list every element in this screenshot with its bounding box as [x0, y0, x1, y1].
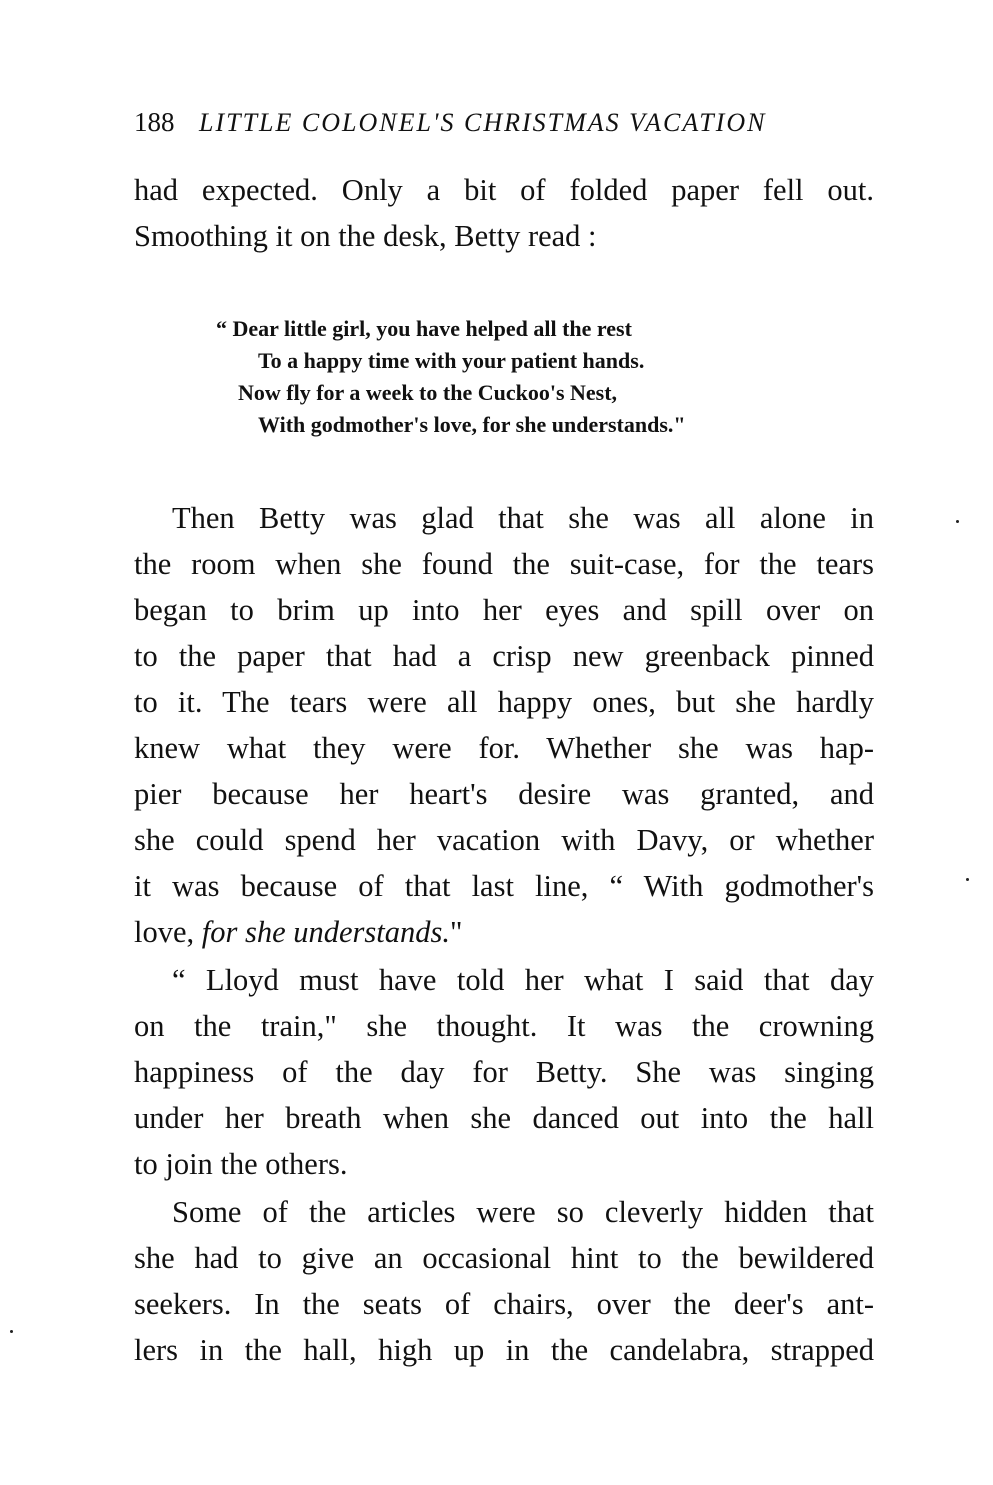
- text-line: Smoothing it on the desk, Betty read :: [134, 219, 597, 253]
- text-line: pier because her heart's desire was granted, and: [134, 777, 874, 811]
- text-line: lers in the hall, high up in the candelabra, strapped: [134, 1333, 874, 1367]
- page-number: 188: [134, 107, 175, 137]
- poem-line: “ Dear little girl, you have helped all the rest: [216, 316, 632, 341]
- text-line: she had to give an occasional hint to the bewildered: [134, 1241, 874, 1275]
- poem-line: To a happy time with your patient hands.: [258, 348, 645, 373]
- text-line: had expected. Only a bit of folded paper fell out.: [134, 173, 874, 207]
- scan-speck: [956, 520, 959, 523]
- page-header: [134, 104, 874, 140]
- text-run: love,: [134, 915, 202, 949]
- text-line: happiness of the day for Betty. She was singing: [134, 1055, 874, 1089]
- poem-line: Now fly for a week to the Cuckoo's Nest,: [238, 380, 618, 405]
- text-line: knew what they were for. Whether she was hap-: [134, 731, 874, 765]
- scan-speck: [10, 1330, 13, 1333]
- text-line: to join the others.: [134, 1147, 348, 1181]
- running-title: LITTLE COLONEL'S CHRISTMAS VACATION: [199, 108, 767, 137]
- text-line: it was because of that last line, “ With godmother's: [134, 869, 874, 903]
- text-line: to the paper that had a crisp new greenback pinned: [134, 639, 874, 673]
- text-line: Some of the articles were so cleverly hidden that: [172, 1195, 874, 1229]
- text-line: under her breath when she danced out into the hall: [134, 1101, 874, 1135]
- text-line: “ Lloyd must have told her what I said that day: [172, 963, 874, 997]
- text-line: Then Betty was glad that she was all alone in: [172, 501, 874, 535]
- poem-line: With godmother's love, for she understands.": [258, 412, 686, 437]
- text-line: seekers. In the seats of chairs, over the deer's ant-: [134, 1287, 874, 1321]
- text-line: she could spend her vacation with Davy, or whether: [134, 823, 874, 857]
- text-line: began to brim up into her eyes and spill over on: [134, 593, 874, 627]
- text-line: to it. The tears were all happy ones, but she hardly: [134, 685, 874, 719]
- text-line: the room when she found the suit-case, for the tears: [134, 547, 874, 581]
- text-run: ": [450, 915, 463, 949]
- italic-text: for she understands.: [201, 915, 451, 949]
- text-line: on the train," she thought. It was the crowning: [134, 1009, 874, 1043]
- text-line: [134, 910, 874, 954]
- scan-speck: [966, 878, 969, 881]
